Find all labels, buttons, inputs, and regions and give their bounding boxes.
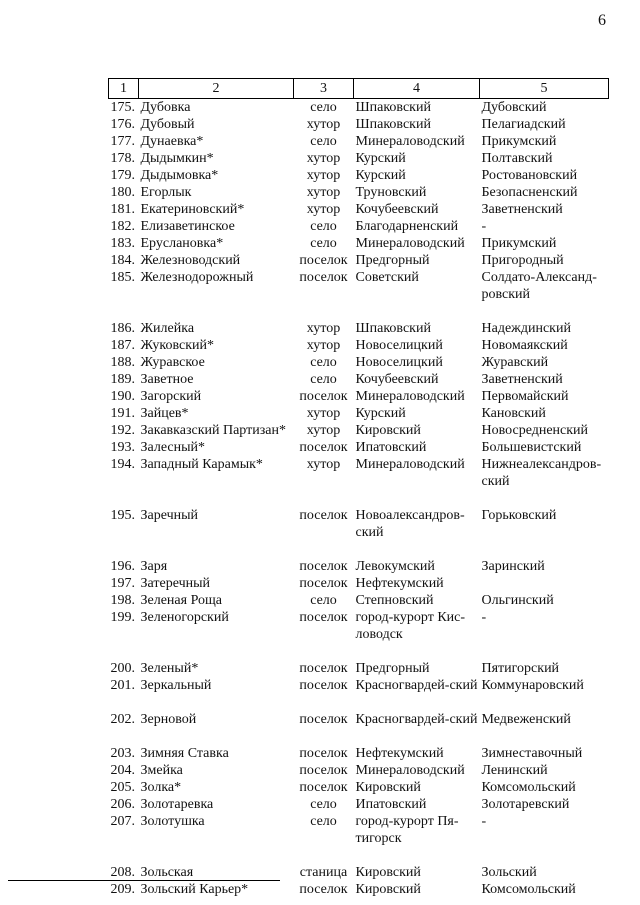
row-number: 177. (110, 134, 135, 149)
council-name: Горьковский (481, 508, 557, 523)
settlement-name: Железноводский (140, 253, 241, 268)
council-name: Дубовский (481, 100, 547, 115)
district-name: Предгорный (355, 253, 430, 268)
row-number: 191. (110, 406, 135, 421)
table-row (109, 779, 609, 796)
district-name: Курский (355, 406, 406, 421)
settlement-name: Дунаевка* (140, 134, 204, 149)
settlement-name: Дыдымовка* (140, 168, 219, 183)
district-name: Предгорный (355, 661, 430, 676)
council-name: Заветненский (481, 202, 563, 217)
district-name: Минераловодский (355, 134, 465, 149)
settlement-type: поселок (299, 576, 348, 591)
council-name: Комсомольский (481, 882, 576, 897)
settlement-name: Западный Карамык* (140, 457, 263, 472)
council-name: Пятигорский (481, 661, 560, 676)
council-name: Ленинский (481, 763, 548, 778)
district-name: Благодарненский (355, 219, 459, 234)
row-number: 178. (110, 151, 135, 166)
table-row (109, 592, 609, 609)
council-name: Нижнеалександров-ский (481, 457, 602, 489)
council-name: Заветненский (481, 372, 563, 387)
row-number: 204. (110, 763, 135, 778)
settlement-name: Зеркальный (140, 678, 212, 693)
settlement-name: Зольская (140, 865, 194, 880)
settlement-type: поселок (299, 763, 348, 778)
row-number: 184. (110, 253, 135, 268)
district-name: Минераловодский (355, 389, 465, 404)
settlement-name: Зимняя Ставка (140, 746, 229, 761)
district-name: Левокумский (355, 559, 435, 574)
settlement-type: село (310, 593, 337, 608)
settlement-type: поселок (299, 253, 348, 268)
row-number: 188. (110, 355, 135, 370)
settlement-type: поселок (299, 389, 348, 404)
settlement-name: Змейка (140, 763, 183, 778)
row-number: 205. (110, 780, 135, 795)
district-name: Шпаковский (355, 321, 431, 336)
settlement-type: хутор (306, 457, 341, 472)
page-number: 6 (598, 12, 606, 29)
district-name: Кочубеевский (355, 202, 439, 217)
council-name: Прикумский (481, 236, 557, 251)
table-row (109, 422, 609, 439)
settlement-name: Зольский Карьер* (140, 882, 249, 897)
district-name: Советский (355, 270, 419, 285)
council-name: Прикумский (481, 134, 557, 149)
row-number: 181. (110, 202, 135, 217)
table-row (109, 201, 609, 218)
row-number: 195. (110, 508, 135, 523)
row-number: 208. (110, 865, 135, 880)
table-row (109, 371, 609, 388)
district-name: Шпаковский (355, 117, 431, 132)
table-row (109, 218, 609, 235)
row-number: 209. (110, 882, 135, 897)
district-name: Новоалександров-ский (355, 508, 465, 540)
district-name: Курский (355, 151, 406, 166)
row-number: 197. (110, 576, 135, 591)
table-row (109, 881, 609, 898)
council-name: Зимнеставочный (481, 746, 583, 761)
settlement-type: поселок (299, 508, 348, 523)
council-name: Пригородный (481, 253, 564, 268)
settlement-name: Затеречный (140, 576, 210, 591)
settlement-type: хутор (306, 406, 341, 421)
council-name: Комсомольский (481, 780, 576, 795)
row-number: 203. (110, 746, 135, 761)
row-number: 179. (110, 168, 135, 183)
table-row (109, 405, 609, 422)
table-row (109, 813, 609, 864)
row-number: 192. (110, 423, 135, 438)
settlement-type: хутор (306, 185, 341, 200)
settlement-type: село (310, 219, 337, 234)
council-name: - (481, 610, 487, 625)
table-row (109, 337, 609, 354)
district-name: Красногвардей-ский (355, 678, 478, 693)
council-name: Золотаревский (481, 797, 570, 812)
district-name: Красногвардей-ский (355, 712, 478, 727)
table-row (109, 252, 609, 269)
council-name: Ростовановский (481, 168, 578, 183)
council-name: Полтавский (481, 151, 553, 166)
settlement-name: Загорский (140, 389, 202, 404)
council-name: Медвеженский (481, 712, 571, 727)
table-row (109, 133, 609, 150)
table-row (109, 745, 609, 762)
header-col-5: 5 (480, 79, 609, 99)
table-row (109, 354, 609, 371)
table-row (109, 320, 609, 337)
row-number: 176. (110, 117, 135, 132)
table-row (109, 677, 609, 711)
table-row (109, 269, 609, 320)
header-col-2: 2 (139, 79, 294, 99)
council-name: Большевистский (481, 440, 582, 455)
district-name: Кировский (355, 882, 421, 897)
settlement-type: хутор (306, 151, 341, 166)
settlement-name: Заречный (140, 508, 199, 523)
table-row (109, 864, 609, 881)
row-number: 198. (110, 593, 135, 608)
district-name: Труновский (355, 185, 427, 200)
council-name (480, 575, 609, 592)
settlement-type: хутор (306, 117, 341, 132)
row-number: 189. (110, 372, 135, 387)
settlement-type: село (310, 797, 337, 812)
table-row (109, 762, 609, 779)
council-name: Ольгинский (481, 593, 554, 608)
row-number: 186. (110, 321, 135, 336)
table-row (109, 184, 609, 201)
district-name: Нефтекумский (355, 746, 444, 761)
settlements-table (108, 78, 609, 898)
settlement-type: хутор (306, 168, 341, 183)
settlements-table-container (108, 78, 608, 898)
table-row (109, 660, 609, 677)
settlement-type: село (310, 134, 337, 149)
table-row (109, 507, 609, 558)
table-row (109, 167, 609, 184)
footer-divider (8, 880, 280, 881)
settlement-type: село (310, 814, 337, 829)
table-body (109, 99, 609, 899)
settlement-type: поселок (299, 559, 348, 574)
settlement-type: хутор (306, 202, 341, 217)
settlement-name: Золотаревка (140, 797, 214, 812)
row-number: 183. (110, 236, 135, 251)
settlement-type: поселок (299, 712, 348, 727)
settlement-type: поселок (299, 270, 348, 285)
settlement-type: село (310, 355, 337, 370)
table-header-row (109, 79, 609, 99)
settlement-name: Заря (140, 559, 168, 574)
header-col-3: 3 (294, 79, 354, 99)
settlement-type: хутор (306, 338, 341, 353)
row-number: 194. (110, 457, 135, 472)
row-number: 206. (110, 797, 135, 812)
table-row (109, 235, 609, 252)
council-name: Надеждинский (481, 321, 571, 336)
row-number: 193. (110, 440, 135, 455)
settlement-type: село (310, 236, 337, 251)
council-name: - (481, 219, 487, 234)
settlement-name: Золка* (140, 780, 182, 795)
district-name: город-курорт Пя-тигорск (355, 814, 459, 846)
council-name: Кановский (481, 406, 546, 421)
settlement-name: Зерновой (140, 712, 197, 727)
row-number: 199. (110, 610, 135, 625)
district-name: Новоселицкий (355, 338, 443, 353)
header-col-4: 4 (354, 79, 480, 99)
settlement-type: поселок (299, 610, 348, 625)
settlement-name: Егорлык (140, 185, 192, 200)
row-number: 207. (110, 814, 135, 829)
settlement-type: поселок (299, 780, 348, 795)
council-name: Зольский (481, 865, 537, 880)
settlement-name: Железнодорожный (140, 270, 254, 285)
district-name: Минераловодский (355, 763, 465, 778)
council-name: Новосредненский (481, 423, 589, 438)
settlement-type: станица (299, 865, 348, 880)
council-name: Безопасненский (481, 185, 578, 200)
settlement-name: Зеленогорский (140, 610, 229, 625)
settlement-name: Зайцев* (140, 406, 189, 421)
settlement-name: Елизаветинское (140, 219, 235, 234)
settlement-name: Екатериновский* (140, 202, 245, 217)
district-name: Кировский (355, 423, 421, 438)
table-row (109, 711, 609, 745)
district-name: Шпаковский (355, 100, 431, 115)
settlement-name: Дубовка (140, 100, 191, 115)
row-number: 190. (110, 389, 135, 404)
settlement-name: Залесный* (140, 440, 206, 455)
council-name: Первомайский (481, 389, 569, 404)
row-number: 187. (110, 338, 135, 353)
settlement-name: Золотушка (140, 814, 205, 829)
settlement-name: Дубовый (140, 117, 195, 132)
district-name: Нефтекумский (355, 576, 444, 591)
table-row (109, 456, 609, 507)
settlement-name: Зеленый* (140, 661, 199, 676)
settlement-type: поселок (299, 661, 348, 676)
row-number: 201. (110, 678, 135, 693)
table-row (109, 116, 609, 133)
settlement-name: Жуковский* (140, 338, 214, 353)
district-name: Минераловодский (355, 236, 465, 251)
district-name: Кировский (355, 780, 421, 795)
row-number: 200. (110, 661, 135, 676)
settlement-name: Заветное (140, 372, 194, 387)
table-row (109, 99, 609, 117)
row-number: 196. (110, 559, 135, 574)
district-name: город-курорт Кис-ловодск (355, 610, 466, 642)
district-name: Ипатовский (355, 797, 427, 812)
row-number: 185. (110, 270, 135, 285)
settlement-type: поселок (299, 882, 348, 897)
settlement-name: Журавское (140, 355, 205, 370)
settlement-type: село (310, 372, 337, 387)
table-row (109, 558, 609, 575)
council-name: Заринский (481, 559, 545, 574)
table-row (109, 796, 609, 813)
settlement-type: поселок (299, 678, 348, 693)
table-row (109, 388, 609, 405)
settlement-type: поселок (299, 746, 348, 761)
settlement-name: Еруслановка* (140, 236, 224, 251)
district-name: Курский (355, 168, 406, 183)
district-name: Кочубеевский (355, 372, 439, 387)
council-name: Пелагиадский (481, 117, 566, 132)
council-name: - (481, 814, 487, 829)
council-name: Коммунаровский (481, 678, 584, 693)
table-row (109, 439, 609, 456)
header-col-1: 1 (109, 79, 139, 99)
district-name: Степновский (355, 593, 434, 608)
row-number: 180. (110, 185, 135, 200)
table-row (109, 150, 609, 167)
table-row (109, 575, 609, 592)
settlement-name: Жилейка (140, 321, 195, 336)
row-number: 175. (110, 100, 135, 115)
settlement-type: хутор (306, 321, 341, 336)
district-name: Кировский (355, 865, 421, 880)
settlement-type: поселок (299, 440, 348, 455)
settlement-name: Зеленая Роща (140, 593, 223, 608)
district-name: Минераловодский (355, 457, 465, 472)
settlement-name: Дыдымкин* (140, 151, 214, 166)
council-name: Новомаякский (481, 338, 568, 353)
settlement-name: Закавказский Партизан* (140, 423, 286, 438)
row-number: 202. (110, 712, 135, 727)
district-name: Новоселицкий (355, 355, 443, 370)
settlement-type: хутор (306, 423, 341, 438)
council-name: Солдато-Александ-ровский (481, 270, 597, 302)
district-name: Ипатовский (355, 440, 427, 455)
row-number: 182. (110, 219, 135, 234)
council-name: Журавский (481, 355, 549, 370)
table-row (109, 609, 609, 660)
settlement-type: село (310, 100, 337, 115)
